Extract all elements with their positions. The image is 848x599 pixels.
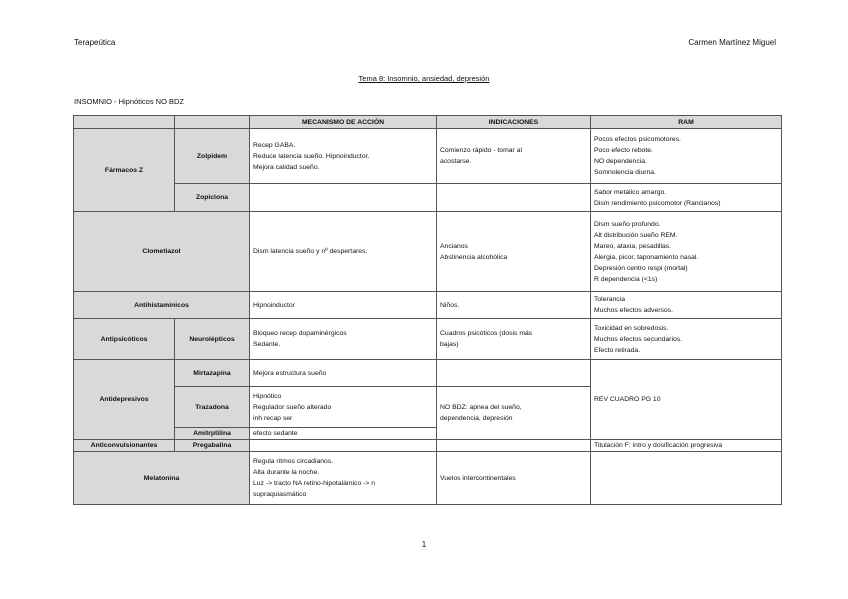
drug-table	[73, 115, 782, 505]
col-header-mecanismo: MECANISMO DE ACCIÓN	[250, 116, 437, 129]
zopiclona-mecanismo	[250, 184, 437, 212]
text-line: Hipnoinductor	[253, 301, 295, 309]
text-line: R dependencia (<1s)	[594, 275, 658, 283]
col-header-ram: RAM	[591, 116, 782, 129]
zolpidem-indicaciones	[437, 129, 591, 184]
drug-antihistaminicos: Antihistamínicos	[74, 292, 250, 319]
text-line: Muchos efectos secundarios.	[594, 335, 683, 343]
text-line: Ancianos	[440, 242, 468, 250]
zolpidem-ram	[591, 129, 782, 184]
group-antidepresivos: Antidepresivos	[74, 360, 175, 440]
text-line: Tolerancia	[594, 296, 625, 303]
group-anticonvulsionantes: Anticonvulsionantes	[74, 440, 175, 452]
text-line: Bloqueo recep dopaminérgicos	[253, 330, 347, 337]
header-subject: Terapeútica	[74, 38, 116, 47]
group-antipsicoticos: Antipsicóticos	[74, 319, 175, 360]
header-author: Carmen Martínez Miguel	[688, 38, 776, 47]
text-line: Sedante.	[253, 341, 281, 348]
group-farmacos-z: Fármacos Z	[74, 129, 175, 212]
pregabalina-mecanismo	[250, 440, 437, 452]
text-line: Regulador sueño alterado	[253, 403, 332, 411]
topic-title: Tema 8: Insomnio, ansiedad, depresión	[358, 74, 490, 83]
text-line: inh recap ser	[253, 414, 293, 422]
antidepresivos-ram	[591, 360, 782, 440]
drug-mirtazapina: Mirtazapina	[175, 360, 250, 387]
drug-pregabalina: Pregabalina	[175, 440, 250, 452]
text-line: Toxicidad en sobredosis.	[594, 324, 669, 332]
antihistaminicos-indicaciones	[437, 292, 591, 319]
text-line: Depresión centro respi (mortal)	[594, 264, 688, 272]
text-line: Hipnótico	[253, 392, 282, 400]
table-row	[74, 360, 782, 387]
text-line: Alt distribución sueño REM.	[594, 231, 678, 239]
text-line: Titulación F: intro y dosificación progresiva	[594, 442, 723, 449]
drug-neurolepticos: Neurolépticos	[175, 319, 250, 360]
text-line: dependencia, depresión	[440, 415, 513, 422]
drug-melatonina: Melatonina	[74, 452, 250, 505]
text-line: Mareo, ataxia, pesadillas.	[594, 242, 672, 250]
drug-zolpidem: Zolpidem	[175, 129, 250, 184]
text-line: Cuadros psicóticos (dosis más	[440, 330, 533, 337]
text-line: Alergia, picor, taponamiento nasal.	[594, 253, 699, 261]
drug-zopiclona: Zopiclona	[175, 184, 250, 212]
drug-clometiazol: Clometiazol	[74, 212, 250, 292]
mirtazapina-indicaciones	[437, 360, 591, 387]
melatonina-indicaciones	[437, 452, 591, 505]
text-line: Dism rendimiento psicomotor (Rancianos)	[594, 199, 721, 207]
text-line: Mejora estructura sueño	[253, 369, 327, 377]
text-line: Comienzo rápido - tomar al	[440, 147, 522, 154]
antidepresivos-indicaciones	[437, 387, 591, 440]
text-line: NO dependencia.	[594, 158, 647, 165]
text-line: Niños.	[440, 301, 460, 309]
text-line: Alta durante la noche.	[253, 469, 320, 476]
amitrptilina-mecanismo	[250, 428, 437, 440]
clometiazol-mecanismo	[250, 212, 437, 292]
text-line: Pocos efectos psicomotores.	[594, 136, 681, 143]
text-line: supraquiasmático	[253, 491, 307, 498]
text-line: Luz -> tracto NA retino-hipotalámico -> n	[253, 480, 376, 487]
text-line: Dism sueño profundo.	[594, 220, 661, 228]
text-line: Reduce latencia sueño. Hipnoinductor.	[253, 152, 370, 160]
antihistaminicos-ram	[591, 292, 782, 319]
table-row	[74, 319, 782, 360]
section-title: INSOMNIO - Hipnóticos NO BDZ	[74, 97, 185, 106]
page-number: 1	[421, 540, 427, 549]
text-line: Recep GABA.	[253, 141, 296, 149]
table-row	[74, 129, 782, 184]
pregabalina-indicaciones	[437, 440, 591, 452]
table-row	[74, 292, 782, 319]
text-line: bajas)	[440, 341, 459, 348]
text-line: Poco efecto rebote.	[594, 147, 653, 154]
trazadona-mecanismo	[250, 387, 437, 428]
text-line: Sabor metálico amargo.	[594, 188, 667, 196]
text-line: Abstinencia alcohólica	[440, 253, 508, 261]
antipsicoticos-indicaciones	[437, 319, 591, 360]
text-line: Muchos efectos adversos.	[594, 307, 673, 314]
antipsicoticos-mecanismo	[250, 319, 437, 360]
drug-trazadona: Trazadona	[175, 387, 250, 428]
zopiclona-ram	[591, 184, 782, 212]
text-line: Regula ritmos circadianos.	[253, 458, 334, 465]
antipsicoticos-ram	[591, 319, 782, 360]
text-line: Vuelos intercontinentales	[440, 474, 516, 482]
table-header-row	[74, 116, 782, 129]
col-header-indicaciones: INDICACIONES	[437, 116, 591, 129]
zopiclona-indicaciones	[437, 184, 591, 212]
table-row	[74, 212, 782, 292]
mirtazapina-mecanismo	[250, 360, 437, 387]
drug-amitrptilina: Amitrptilina	[175, 428, 250, 440]
col-header-group	[74, 116, 175, 129]
text-line: acostarse.	[440, 158, 472, 165]
clometiazol-indicaciones	[437, 212, 591, 292]
antihistaminicos-mecanismo	[250, 292, 437, 319]
text-line: REV CUADRO PG 10	[594, 396, 661, 403]
text-line: Mejora calidad sueño.	[253, 163, 320, 171]
table-row	[74, 184, 782, 212]
table-row	[74, 440, 782, 452]
melatonina-mecanismo	[250, 452, 437, 505]
text-line: Efecto retirada.	[594, 346, 641, 354]
table-row	[74, 452, 782, 505]
pregabalina-ram	[591, 440, 782, 452]
text-line: efecto sedante	[253, 430, 298, 437]
col-header-drug	[175, 116, 250, 129]
clometiazol-ram	[591, 212, 782, 292]
text-line: Somnolencia diurna.	[594, 169, 656, 176]
zolpidem-mecanismo	[250, 129, 437, 184]
text-line: NO BDZ: apnea del sueño,	[440, 404, 522, 411]
text-line: Dism latencia sueño y nº despertares.	[253, 248, 368, 255]
melatonina-ram	[591, 452, 782, 505]
